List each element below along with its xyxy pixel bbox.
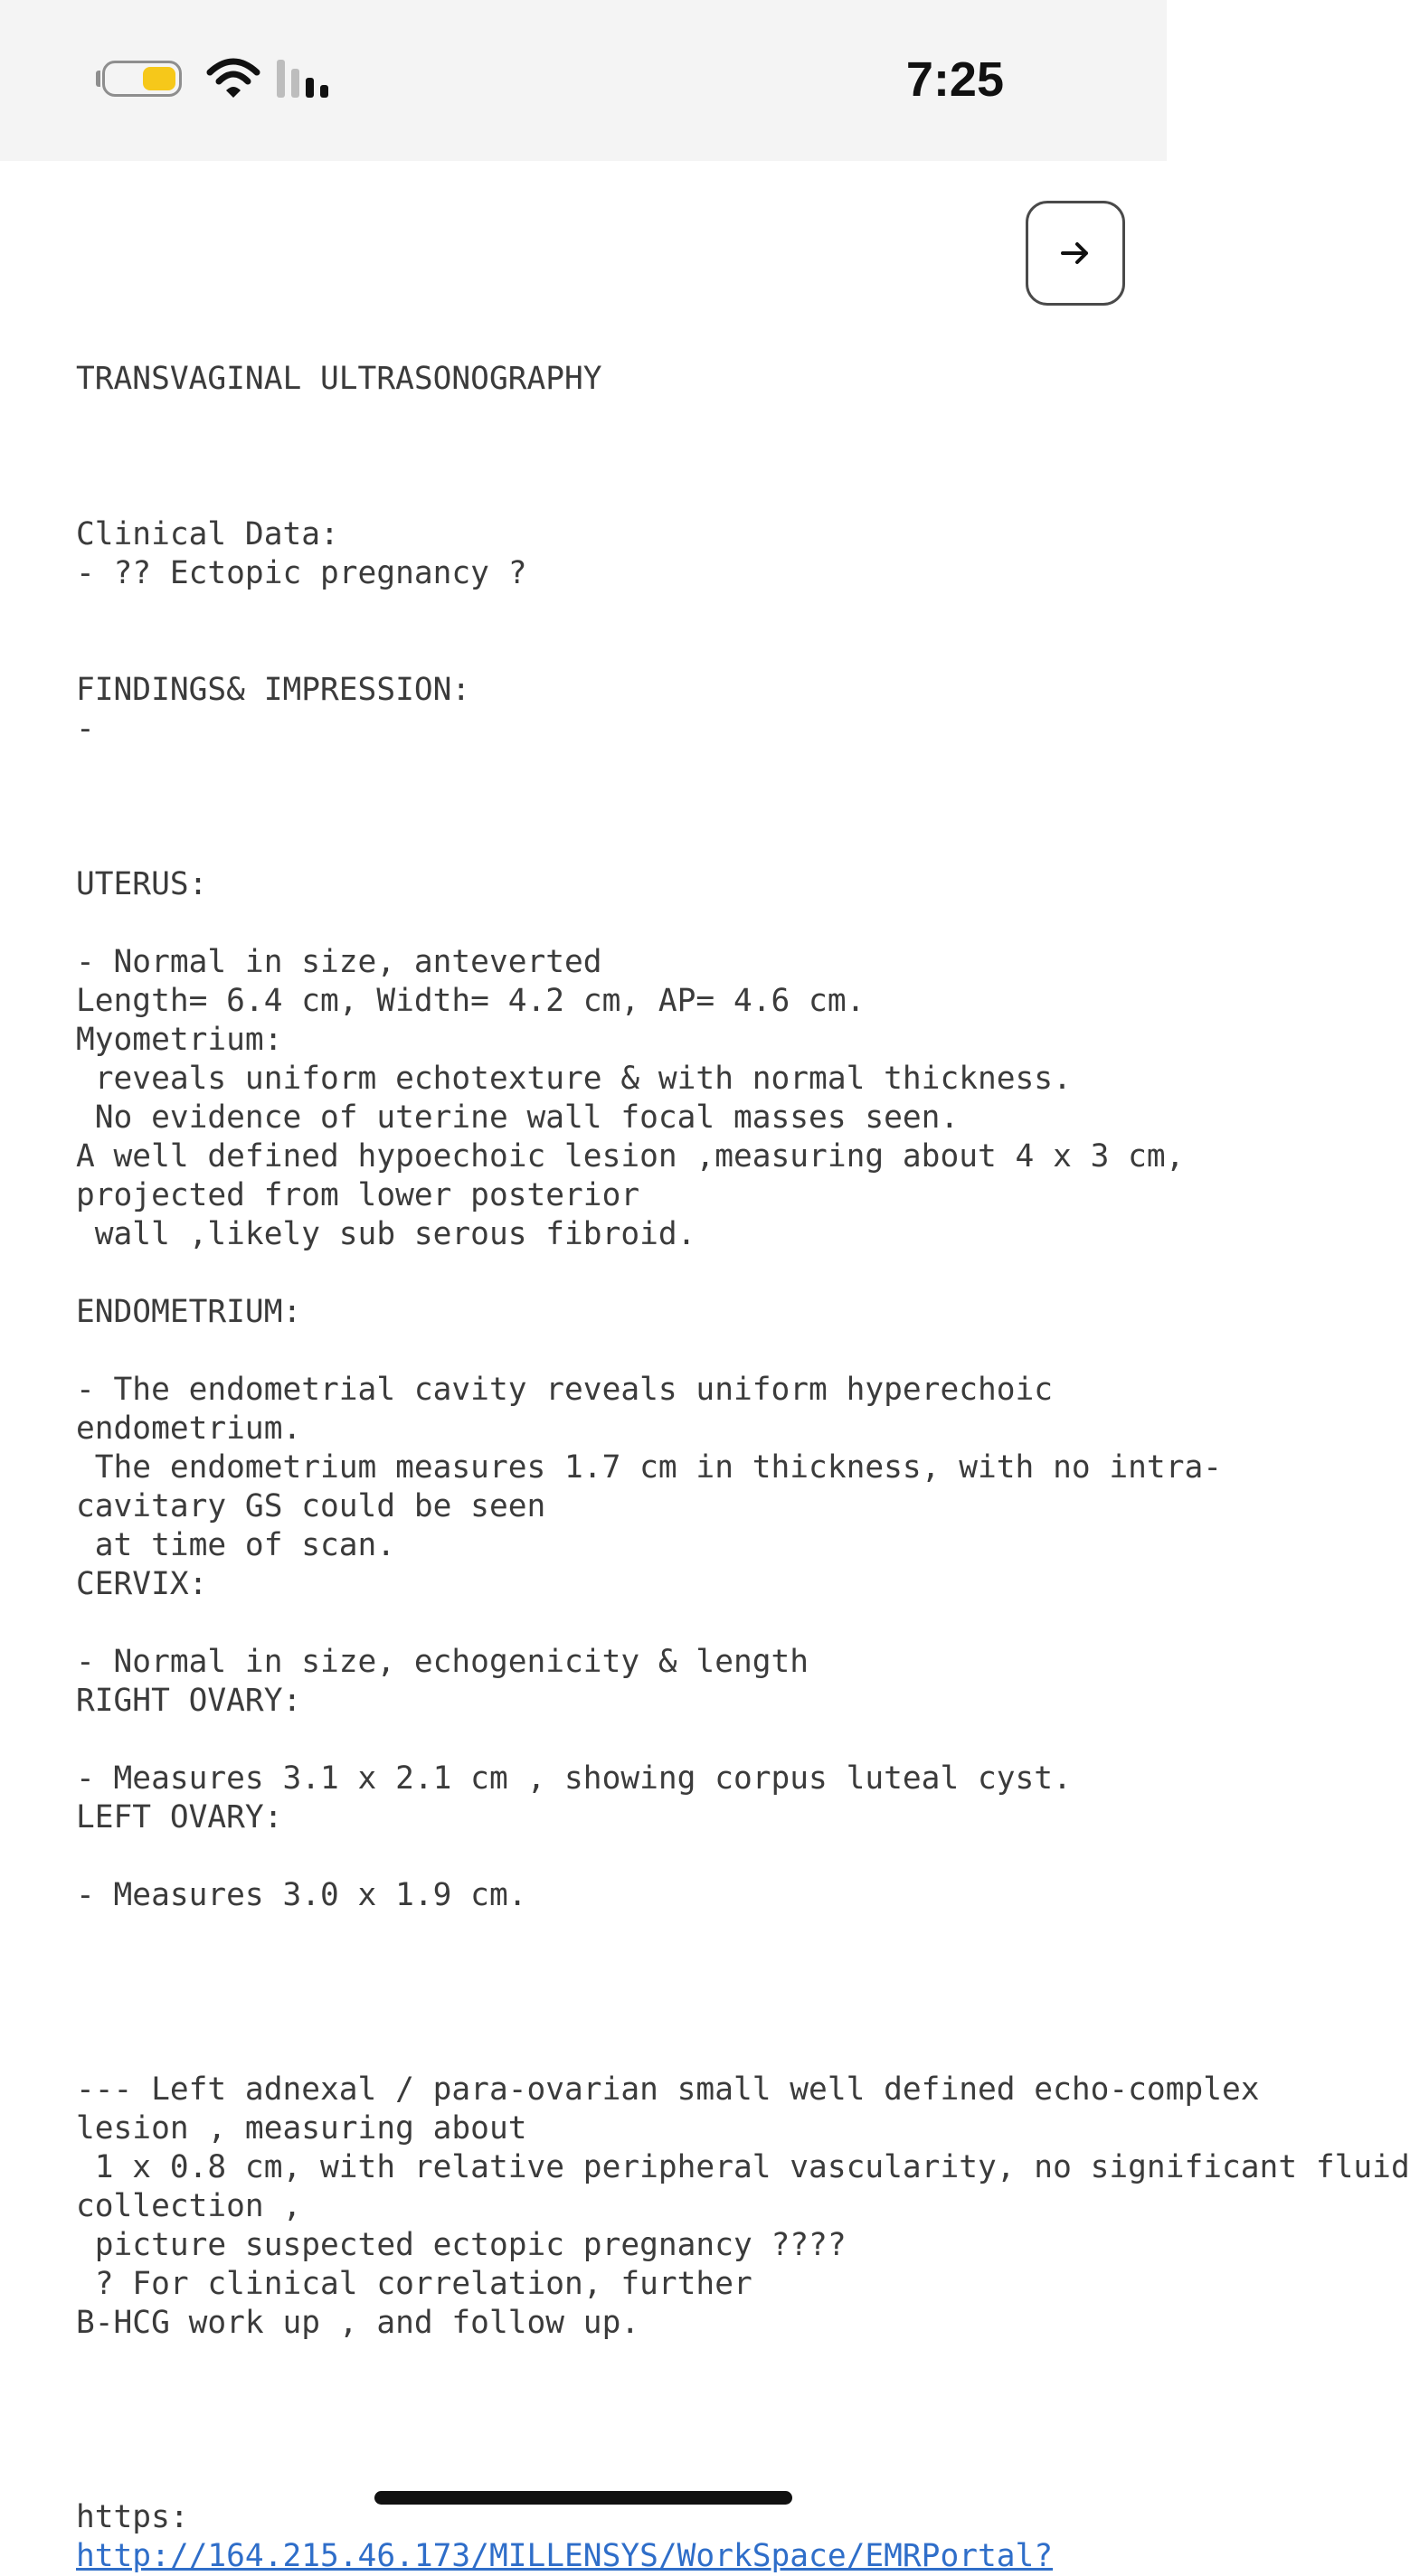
report-line: - ?? Ectopic pregnancy ? xyxy=(76,555,527,591)
battery-level xyxy=(143,67,175,90)
report-line: lesion , measuring about xyxy=(76,2110,527,2147)
report-line xyxy=(76,1721,1107,1760)
report-line: at time of scan. xyxy=(76,1527,396,1563)
report-line: Length= 6.4 cm, Width= 4.2 cm, AP= 4.6 cm. xyxy=(76,983,866,1019)
report-line xyxy=(76,632,1107,671)
report-line xyxy=(76,2032,1107,2071)
report-line: collection , xyxy=(76,2188,302,2224)
report-line: - Measures 3.0 x 1.9 cm. xyxy=(76,1877,527,1913)
report-line xyxy=(76,904,1107,943)
report-line xyxy=(76,399,1107,438)
report-line: - Measures 3.1 x 2.1 cm , showing corpus luteal cyst. xyxy=(76,1760,1072,1797)
report-line xyxy=(76,593,1107,632)
report-line xyxy=(76,438,1107,477)
report-line xyxy=(76,1915,1107,1954)
report-line xyxy=(76,749,1107,788)
report-line: FINDINGS& IMPRESSION: xyxy=(76,672,471,708)
report-line: No evidence of uterine wall focal masses seen. xyxy=(76,1099,960,1136)
wifi-icon xyxy=(206,56,260,101)
report-line xyxy=(76,2382,1107,2420)
status-bar xyxy=(0,0,1167,161)
battery-icon xyxy=(102,61,182,97)
report-line: The endometrium measures 1.7 cm in thickness, with no intra- xyxy=(76,1449,1223,1486)
report-line: ENDOMETRIUM: xyxy=(76,1294,302,1330)
report-line xyxy=(76,1254,1107,1293)
report-line: projected from lower posterior xyxy=(76,1177,640,1213)
battery-terminal xyxy=(96,71,100,87)
report-line xyxy=(76,826,1107,865)
report-line: - xyxy=(76,711,95,747)
cellular-signal-icon xyxy=(277,60,340,98)
report-line: RIGHT OVARY: xyxy=(76,1683,302,1719)
report-line: reveals uniform echotexture & with normal thickness. xyxy=(76,1061,1072,1097)
report-line: picture suspected ectopic pregnancy ???? xyxy=(76,2227,847,2263)
report-line: https: xyxy=(76,2499,189,2535)
report-line xyxy=(76,1837,1107,1876)
report-line: --- Left adnexal / para-ovarian small well defined echo-complex xyxy=(76,2071,1260,2108)
report-line: UTERUS: xyxy=(76,866,208,902)
report-line xyxy=(76,1332,1107,1371)
report-line xyxy=(76,1954,1107,1993)
status-time: 7:25 xyxy=(905,52,1004,107)
home-indicator[interactable] xyxy=(374,2491,792,2505)
report-line xyxy=(76,2343,1107,2382)
report-line: Myometrium: xyxy=(76,1022,283,1058)
report-line: - Normal in size, anteverted xyxy=(76,944,602,980)
forward-button[interactable] xyxy=(1026,201,1125,306)
report-line: Clinical Data: xyxy=(76,516,339,552)
report-line: - Normal in size, echogenicity & length xyxy=(76,1644,809,1680)
emr-portal-link[interactable]: http://164.215.46.173/MILLENSYS/WorkSpace/EMRPortal? xyxy=(76,2538,1054,2574)
report-line: wall ,likely sub serous fibroid. xyxy=(76,1216,696,1252)
report-line xyxy=(76,2420,1107,2459)
report-line xyxy=(76,788,1107,826)
report-line: endometrium. xyxy=(76,1411,302,1447)
report-line: B-HCG work up , and follow up. xyxy=(76,2305,640,2341)
report-line xyxy=(76,1993,1107,2032)
report-line: ? For clinical correlation, further xyxy=(76,2266,752,2302)
report-line: TRANSVAGINAL ULTRASONOGRAPHY xyxy=(76,361,602,397)
report-line xyxy=(76,1604,1107,1643)
report-line xyxy=(76,477,1107,515)
arrow-right-icon xyxy=(1057,235,1093,271)
report-text xyxy=(76,360,1410,2576)
report-line: - The endometrial cavity reveals uniform hyperechoic xyxy=(76,1372,1054,1408)
report-line: A well defined hypoechoic lesion ,measuring about 4 x 3 cm, xyxy=(76,1138,1185,1175)
report-line: 1 x 0.8 cm, with relative peripheral vascularity, no significant fluid xyxy=(76,2149,1410,2185)
report-line: CERVIX: xyxy=(76,1566,208,1602)
report-line: LEFT OVARY: xyxy=(76,1799,283,1835)
report-line: cavitary GS could be seen xyxy=(76,1488,546,1524)
